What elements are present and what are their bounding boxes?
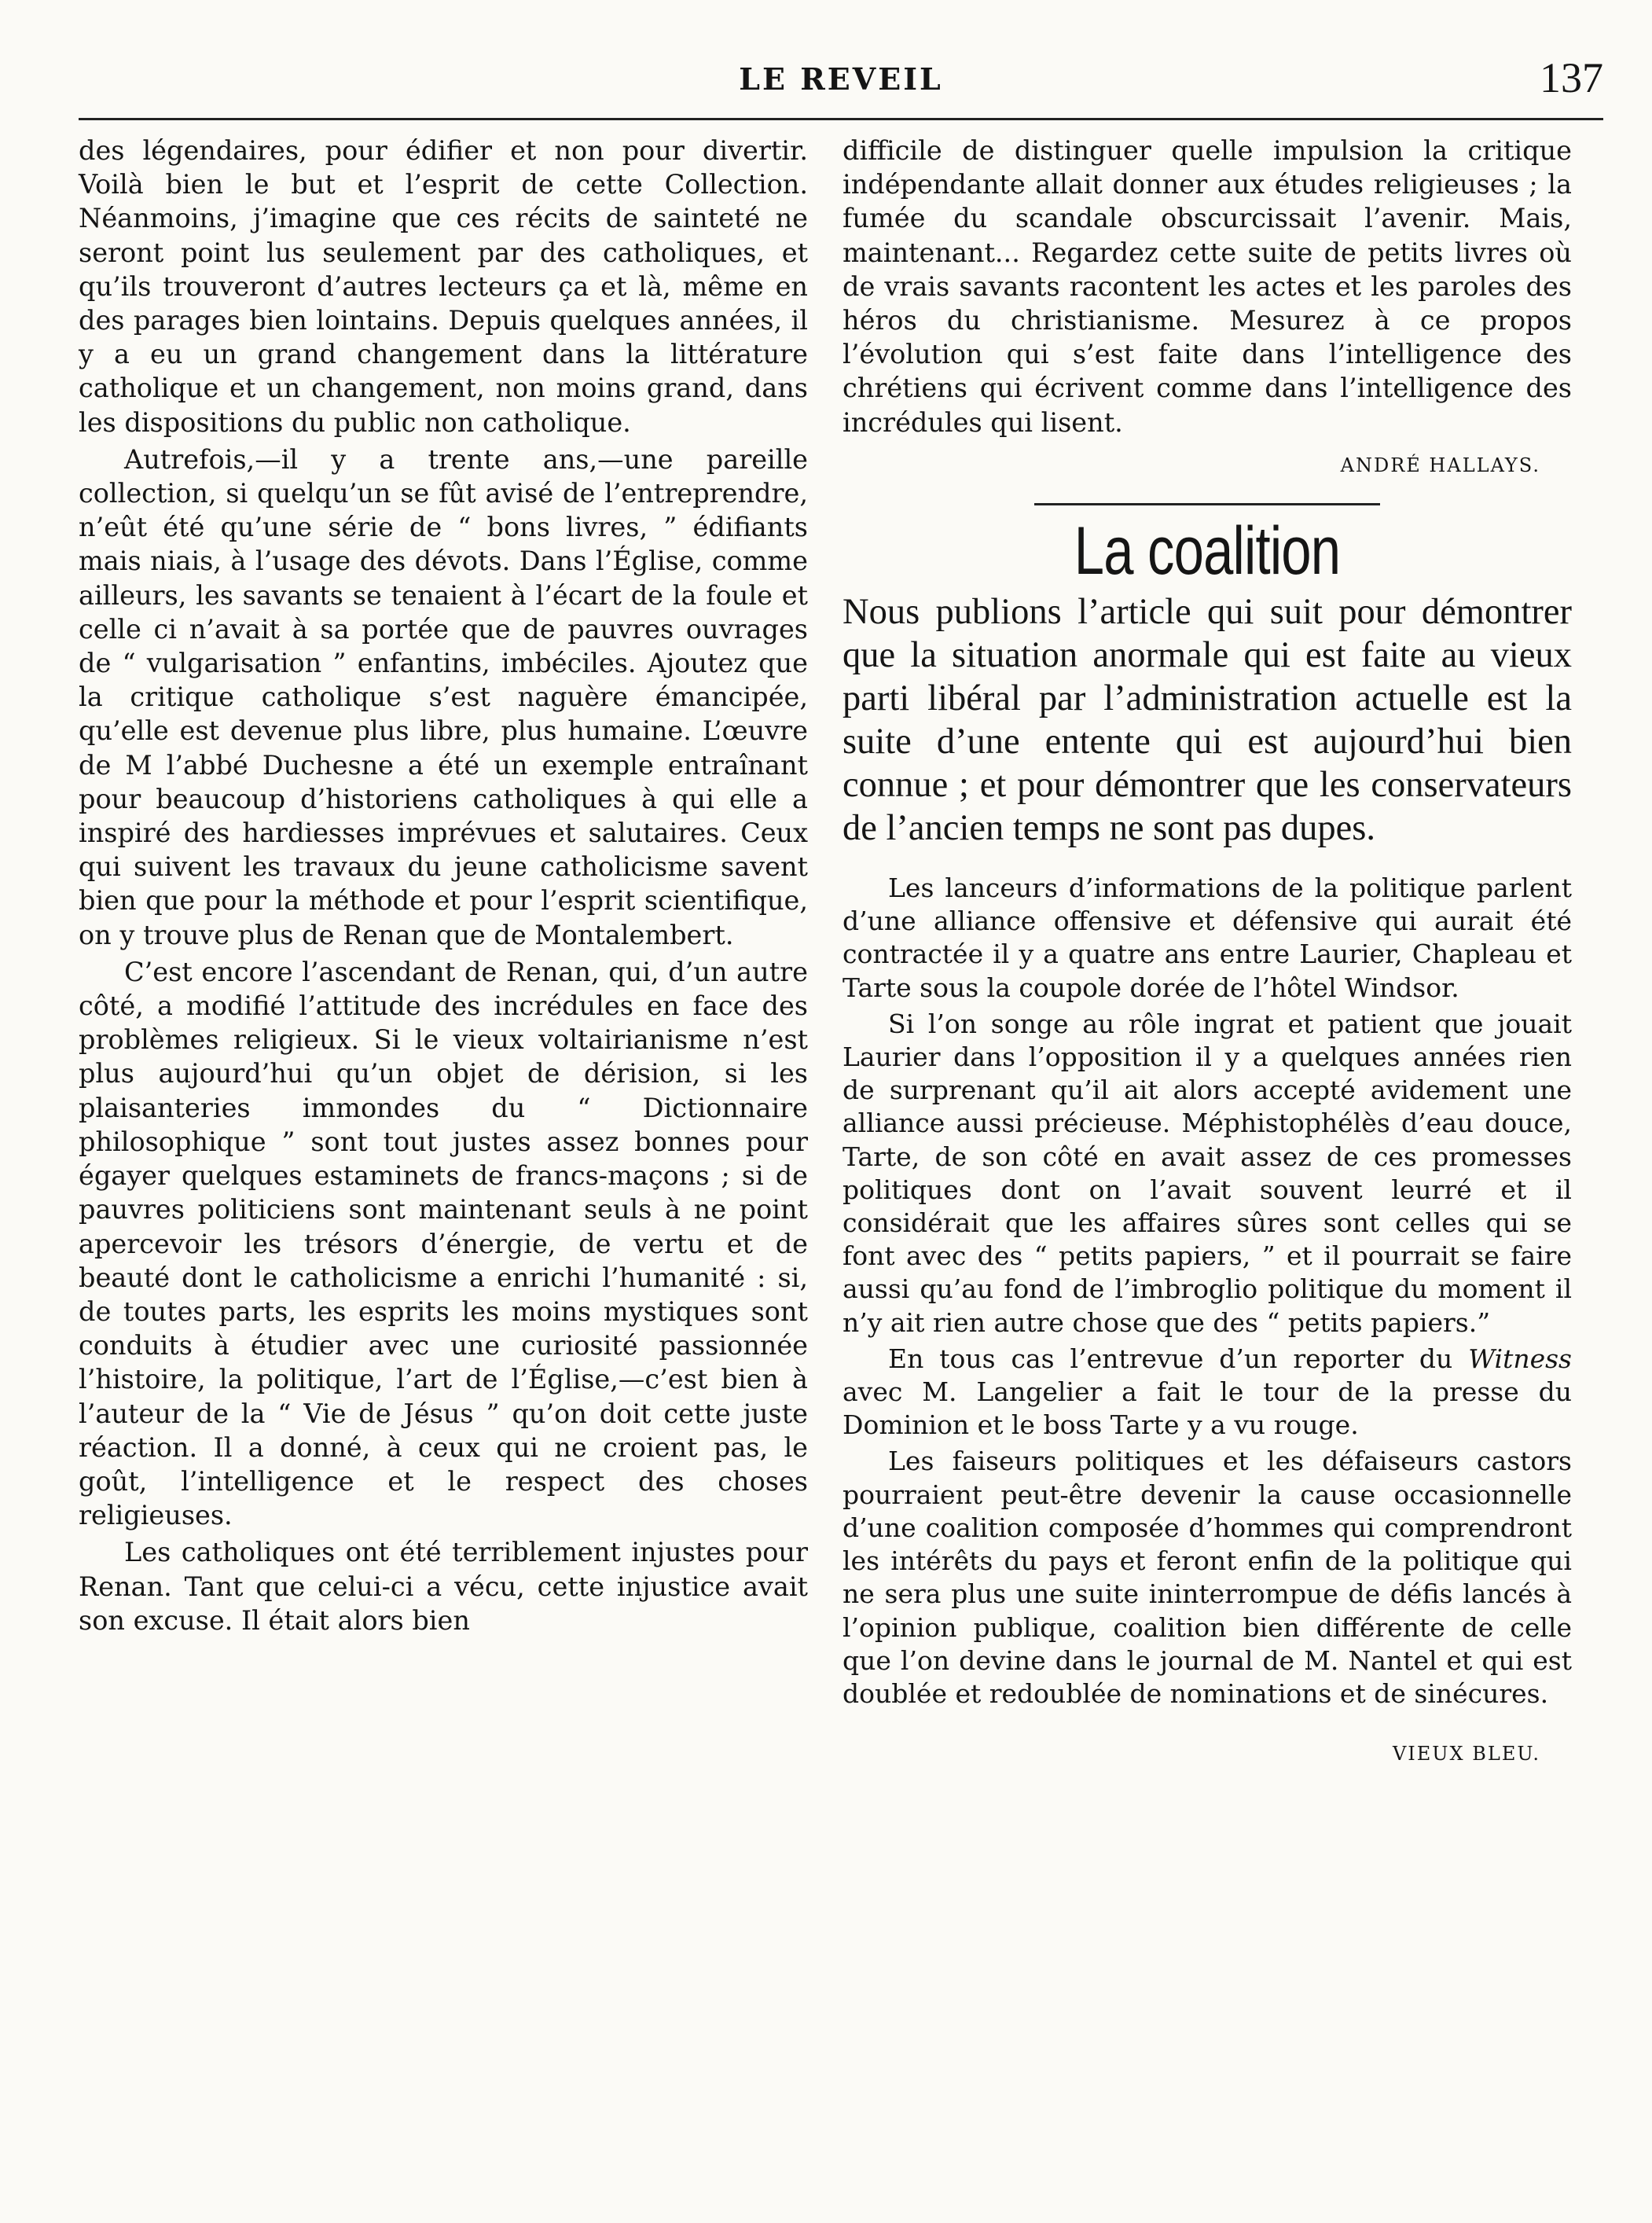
left-column — [79, 134, 808, 1637]
page-header — [79, 54, 1603, 108]
paragraph: Les catholiques ont été terriblement injustes pour Renan. Tant que celui-ci a vécu, cette injustice avait son excuse. Il était alors bien — [79, 1537, 808, 1636]
lead-paragraph: Nous publions l’article qui suit pour démontrer que la situation anormale qui est faite au vieux parti libéral par l’administration actuelle est la suite d’une entente qui est aujourd’hui bien connue ; et pour démontrer que les conservateurs de l’ancien temps ne sont pas dupes. — [843, 592, 1572, 849]
text-run: En tous cas l’entrevue d’un reporter du — [888, 1343, 1469, 1374]
right-column — [843, 134, 1572, 1771]
paragraph: Les faiseurs politiques et les défaiseurs castors pourraient peut-être devenir la cause occasionnelle d’une coalition composée d’hommes qui comprendront les intérêts du pays et feront enfin de la politique qui ne sera plus une suite ininterrompue de défis lancés à l’opinion publique, coalition bien différente de celle que l’on devine dans le journal de M. Nantel et qui est doublée et redoublée de nominations et de sinécures. — [843, 1446, 1572, 1709]
section-title: La coalition — [1074, 513, 1341, 590]
paragraph: des légendaires, pour édifier et non pour divertir. Voilà bien le but et l’esprit de cette Collection. Néanmoins, j’imagine que ces récits de sainteté ne seront point lus seulement par des catholiques, et qu’ils trouveront d’autres lecteurs ça et là, même en des parages bien lointains. Depuis quelques années, il y a eu un grand changement dans la littérature catholique et un changement, non moins grand, dans les dispositions du public non catholique. — [79, 135, 808, 438]
section-divider — [1034, 503, 1380, 505]
paragraph: C’est encore l’ascendant de Renan, qui, d’un autre côté, a modifié l’attitude des incrédules en face des problèmes religieux. Si le vieux voltairianisme n’est plus aujourd’hui qu’un objet de dérision, si les plaisanteries immondes du “ Dictionnaire philosophique ” sont tout justes assez bonnes pour égayer quelques estaminets de francs-maçons ; si de pauvres politiciens sont maintenant seuls à ne point apercevoir les trésors d’énergie, de vertu et de beauté dont le catholicisme a enrichi l’humanité : si, de toutes parts, les esprits les moins mystiques sont conduits à étudier avec une curiosité passionnée l’histoire, la politique, l’art de l’Église,—c’est bien à l’auteur de la “ Vie de Jésus ” qu’on doit cette juste réaction. Il a donné, à ceux qui ne croient pas, le goût, l’intelligence et le respect des choses religieuses. — [79, 956, 808, 1531]
header-rule — [79, 118, 1603, 120]
paragraph: Autrefois,—il y a trente ans,—une pareille collection, si quelqu’un se fût avisé de l’entreprendre, n’eût été qu’une série de “ bons livres, ” édifiants mais niais, à l’usage des dévots. Dans l’Église, comme ailleurs, les savants se tenaient à l’écart de la foule et celle ci n’avait à sa portée que de pauvres ouvrages de “ vulgarisation ” enfantins, imbéciles. Ajoutez que la critique catholique s’est naguère émancipée, qu’elle est devenue plus libre, plus humaine. L’œuvre de M l’abbé Duchesne a été un exemple entraînant pour beaucoup d’historiens catholiques à qui elle a inspiré des hardiesses imprévues et salutaires. Ceux qui suivent les travaux du jeune catholicisme savent bien que pour la méthode et pour l’esprit scientifique, on y trouve plus de Renan que de Montalembert. — [79, 443, 808, 950]
text-run: avec M. Langelier a fait le tour de la presse du Dominion et le boss Tarte y a vu rouge. — [843, 1376, 1572, 1441]
article-body — [843, 872, 1572, 1710]
page-number: 137 — [1540, 54, 1603, 101]
paragraph: Si l’on songe au rôle ingrat et patient que jouait Laurier dans l’opposition il y a quelques années rien de surprenant qu’il ait alors accepté avidement une alliance aussi précieuse. Méphistophélès d’eau douce, Tarte, de son côté en avait assez de ces promesses politiques dont on l’avait souvent leurré et il considérait que les affaires sûres sont celles qui se font avec des “ petits papiers, ” et il pourrait se faire aussi qu’au fond de l’imbroglio politique du moment il n’y ait rien autre chose que des “ petits papiers.” — [843, 1008, 1572, 1338]
author-signature: VIEUX BLEU. — [1392, 1743, 1540, 1766]
journal-title: LE REVEIL — [739, 61, 943, 97]
newspaper-name: Witness — [1468, 1343, 1572, 1374]
paragraph: difficile de distinguer quelle impulsion la critique indépendante allait donner aux études religieuses ; la fumée du scandale obscurcissait l’avenir. Mais, maintenant... Regardez cette suite de petits livres où de vrais savants racontent les actes et les paroles des héros du christianisme. Mesurez à ce propos l’évolution qui s’est faite dans l’intelligence des chrétiens qui écrivent comme dans l’intelligence des incrédules qui lisent. — [843, 135, 1572, 438]
paragraph — [843, 1343, 1572, 1442]
author-signature: ANDRÉ HALLAYS. — [1340, 454, 1540, 476]
paragraph: Les lanceurs d’informations de la politique parlent d’une alliance offensive et défensive qui aurait été contractée il y a quatre ans entre Laurier, Chapleau et Tarte sous la coupole dorée de l’hôtel Windsor. — [843, 873, 1572, 1003]
